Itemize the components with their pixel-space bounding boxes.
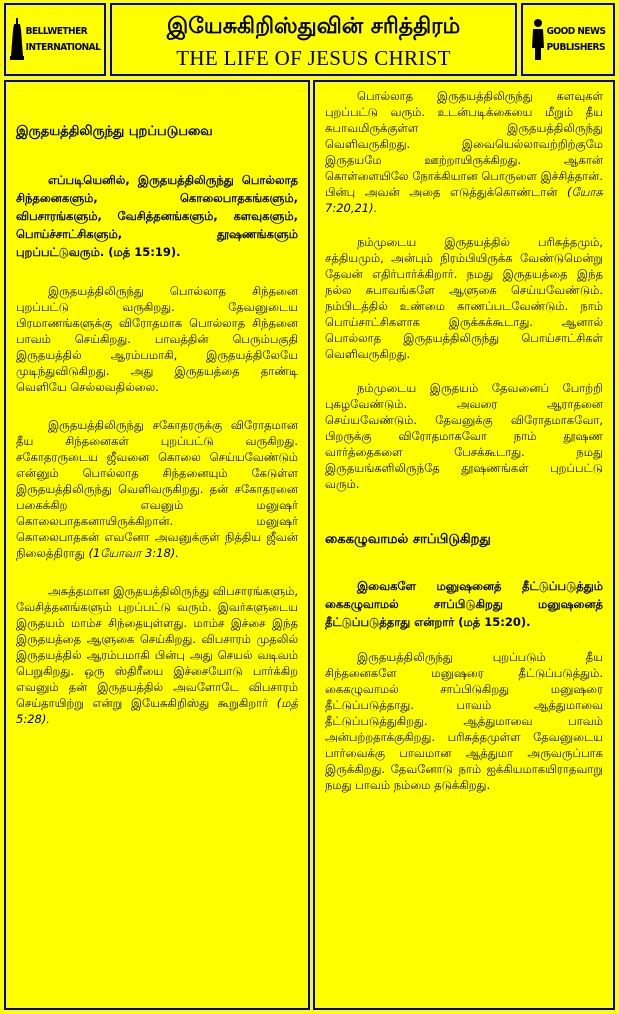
left-logo-line2: INTERNATIONAL	[25, 41, 101, 53]
right-logo-box	[521, 3, 615, 76]
right-logo-line1: GOOD NEWS	[546, 25, 606, 37]
paragraph-false-witness: நம்முடைய இருதயத்தில் பரிசுத்தமும், சத்தியமும், அன்பும் நிரம்பியிருக்க வேண்டுமென்று தேவன் எதிர்பார்க்கிறார். நமது இருதயத்தை இந்த நல்ல சுபாவங்களே ஆளுகை செய்யவேண்டும். நம்பிடத்தில் உண்மை காணப்படவேண்டும். நாம் பொய்சாட்சிகளாக இருக்கக்கூடாது. ஆனால் பொல்லாத இருதயத்திலிருந்து பொய்சாட்சிகள் வெளிவருகிறது.	[325, 235, 603, 361]
right-column	[313, 80, 615, 1010]
reference-1john: (1யோவா 3:18).	[88, 546, 179, 560]
good-news-figure-icon	[531, 18, 545, 62]
paragraph-murder-text: இருதயத்திலிருந்து சகோதரருக்கு விரோதமான தீய சிந்தனைகள் புறப்பட்டு வருகிறது. சகோதரருடைய ஜீவனை கொலை செய்யவேண்டும் என்னும் பொல்லாத சிந்தனையும் கேடுள்ள இருதயத்திலிருந்து வெளிவருகிறது. தன் சகோதரனை பகைக்கிற எவனும் மனுஷர் கொலைபாதகனாயிருக்கிறான். மனுஷர் கொலைபாதகன் எவனோ அவனுக்குள் நித்திய ஜீவன் நிலைத்திராது	[16, 418, 298, 560]
paragraph-blasphemies: நம்முடைய இருதயம் தேவனைப் போற்றி புகழவேண்டும். அவரை ஆராதனை செய்யவேண்டும். தேவனுக்கு விரோதமாகவோ, பிறருக்கு விரோதமாகவோ நாம் தூஷண வார்த்தைகளை பேசக்கூடாது. நமது இருதயங்களிலிருந்தே தூஷணங்கள் புறப்பட்டு வரும்.	[325, 381, 603, 491]
paragraph-defilement: இருதயத்திலிருந்து புறப்படும் தீய சிந்தனைகளே மனுஷரை தீட்டுப்படுத்தும். கைகழுவாமல் சாப்பிடுகிறது மனுஷரை தீட்டுப்படுத்தாது. பாவம் ஆத்துமாவை தீட்டுப்படுத்துகிறது. ஆத்துமாவை பாவம் அன்பற்றதாக்குகிறது. பரிசுத்தமுள்ள தேவனுடைய பார்வைக்கு பாவமான ஆத்துமா அருவருப்பாக இருக்கிறது. தேவனோடு நாம் ஐக்கியமாகயிராதவாறு நமது பாவம் நம்மை தடுக்கிறது.	[325, 650, 603, 792]
left-logo-line1: BELLWETHER	[25, 25, 88, 37]
left-column	[4, 80, 310, 1010]
verse-matthew-15-20: இவைகளே மனுஷனைத் தீட்டுப்படுத்தும் கைகழுவாமல் சாப்பிடுகிறது மனுஷனைத் தீட்டுப்படுத்தாது என்றார் (மத் 15:20).	[325, 579, 603, 629]
paragraph-adultery-text: அசுத்தமான இருதயத்திலிருந்து விபசாரங்களும், வேசித்தனங்களும் புறப்பட்டு வரும். இவர்களுடைய இருதயம் மாம்ச சிந்தையுள்ளது. மாம்ச இச்சை இந்த இருதயத்தை ஆளுகை செய்கிறது. விபசாரம் முதலில் இருதயத்தில் ஆரம்பமாகி பின்பு அது செயல் வடிவம் பெறுகிறது. ஒரு ஸ்திரீயை இச்சையோடு பார்க்கிற எவனும் தன் இருதயத்தில் அவளோடே விபசாரம் செய்தாயிற்று என்று இயேசுகிறிஸ்து கூறுகிறார்	[16, 584, 298, 710]
section-heading-heart: இருதயத்திலிருந்து புறப்படுபவை	[16, 124, 213, 139]
paragraph-evil-thoughts: இருதயத்திலிருந்து பொல்லாத சிந்தனை புறப்பட்டு வருகிறது. தேவனுடைய பிரமாணங்களுக்கு விரோதமாக பொல்லாத சிந்தனை பாவம் செய்கிறது. பாவத்தின் பெரும்பகுதி இருதயத்தில் ஆரம்பமாகி, இருதயத்திலேயே முடிந்துவிடுகிறது. அது இருதயத்தை தாண்டி வெளியே செல்லவதில்லை.	[16, 284, 298, 394]
verse-matthew-15-19: எப்படியெனில், இருதயத்திலிருந்து பொல்லாத சிந்தனைகளும், கொலைபாதகங்களும், விபசாரங்களும், வேசித்தனங்களும், களவுகளும், பொய்ச்சாட்சிகளும், தூஷணங்களும் புறப்பட்டுவரும். (மத் 15:19).	[16, 173, 298, 259]
section-heading-unwashed-hands: கைகழுவாமல் சாப்பிடுகிறது	[325, 532, 491, 547]
right-logo-line2: PUBLISHERS	[546, 41, 605, 53]
reference-matthew-5-28: (மத் 5:28).	[16, 696, 299, 726]
paragraph-adultery	[16, 583, 298, 727]
reference-joshua: (யோசு 7:20,21).	[325, 185, 604, 215]
bellwether-bell-icon	[10, 18, 24, 62]
title-tamil: இயேசுகிறிஸ்துவின் சரித்திரம்	[166, 13, 461, 39]
paragraph-thefts	[325, 88, 603, 216]
paragraph-thefts-text: பொல்லாத இருதயத்திலிருந்து களவுகள் புறப்பட்டு வரும். உடன்படிக்கையை மீறும் தீய சுபாவமிருக்குள்ள இருதயத்திலிருந்து வெளிவருகிறது. இவையெல்லாவற்றிற்குமே இருதயமே ஊற்றாயிருக்கிறது. ஆகான் கொள்ளையிலே நோக்கியான பொருளை இச்சித்தான். பின்பு அவன் அதை எடுத்துக்கொண்டான்	[325, 89, 603, 199]
title-box	[110, 3, 517, 76]
title-english: THE LIFE OF JESUS CHRIST	[176, 46, 451, 70]
left-logo-box	[4, 3, 106, 76]
paragraph-murder	[16, 417, 298, 561]
